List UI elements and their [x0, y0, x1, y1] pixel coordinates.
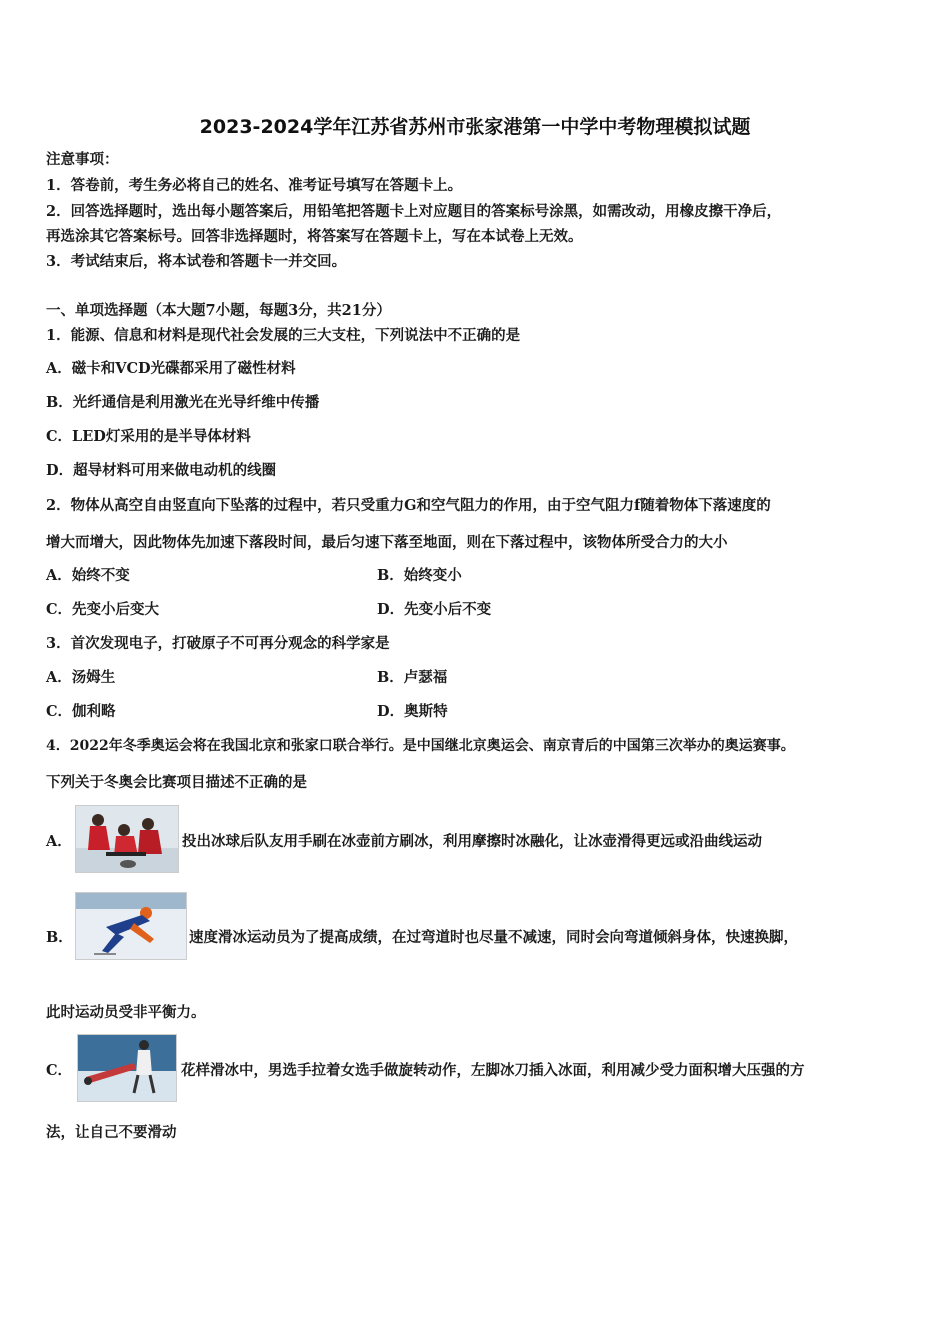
- q4-option-c-cont: 法，让自己不要滑动: [46, 1124, 177, 1141]
- q4-option-a-label: A．: [46, 833, 72, 850]
- q3-stem: 3．首次发现电子，打破原子不可再分观念的科学家是: [46, 635, 390, 652]
- q2-option-b: B．始终变小: [377, 567, 462, 584]
- q4-option-b-label: B．: [46, 929, 73, 946]
- q3-option-b: B．卢瑟福: [377, 669, 448, 686]
- notice-item: 3．考试结束后，将本试卷和答题卡一并交回。: [46, 253, 347, 270]
- speed-skating-photo: [75, 892, 187, 960]
- q4-option-b-cont: 此时运动员受非平衡力。: [46, 1004, 206, 1021]
- q1-option-a: A．磁卡和VCD光碟都采用了磁性材料: [46, 360, 296, 377]
- q3-option-d: D．奥斯特: [377, 703, 448, 720]
- section-heading: 一、单项选择题（本大题7小题，每题3分，共21分）: [46, 302, 391, 319]
- q1-option-d: D．超导材料可用来做电动机的线圈: [46, 462, 277, 479]
- page-title: 2023-2024学年江苏省苏州市张家港第一中学中考物理模拟试题: [199, 116, 751, 138]
- q3-option-a: A．汤姆生: [46, 669, 116, 686]
- q2-stem-line1: 2．物体从高空自由竖直向下坠落的过程中，若只受重力G和空气阻力的作用，由于空气阻力f随着物体下落速度的: [46, 497, 771, 514]
- q1-option-b: B．光纤通信是利用激光在光导纤维中传播: [46, 394, 320, 411]
- q2-option-c: C．先变小后变大: [46, 601, 160, 618]
- notice-item: 1．答卷前，考生务必将自己的姓名、准考证号填写在答题卡上。: [46, 177, 463, 194]
- q4-option-b-text: 速度滑冰运动员为了提高成绩，在过弯道时也尽量不减速，同时会向弯道倾斜身体，快速换脚，: [189, 929, 798, 946]
- q2-option-a: A．始终不变: [46, 567, 130, 584]
- q2-stem-line2: 增大而增大，因此物体先加速下落段时间，最后匀速下落至地面，则在下落过程中，该物体所受合力的大小: [46, 534, 728, 551]
- curling-photo: [75, 805, 179, 873]
- q4-stem-line1: 4．2022年冬季奥运会将在我国北京和张家口联合举行。是中国继北京奥运会、南京青后的中国第三次举办的奥运赛事。: [46, 738, 795, 754]
- q4-option-c-label: C．: [46, 1062, 73, 1079]
- notice-heading: 注意事项：: [46, 151, 119, 168]
- q4-stem-line2: 下列关于冬奥会比赛项目描述不正确的是: [46, 774, 307, 791]
- figure-skating-photo: [77, 1034, 177, 1102]
- notice-item: 2．回答选择题时，选出每小题答案后，用铅笔把答题卡上对应题目的答案标号涂黑，如需改动，用橡皮擦干净后，: [46, 203, 782, 220]
- q1-stem: 1．能源、信息和材料是现代社会发展的三大支柱，下列说法中不正确的是: [46, 327, 521, 344]
- q2-option-d: D．先变小后不变: [377, 601, 492, 618]
- q1-option-c: C．LED灯采用的是半导体材料: [46, 428, 251, 445]
- q4-option-a-text: 投出冰球后队友用手刷在冰壶前方刷冰，利用摩擦时冰融化，让冰壶滑得更远或沿曲线运动: [182, 833, 762, 850]
- q4-option-c-text: 花样滑冰中，男选手拉着女选手做旋转动作，左脚冰刀插入冰面，利用减少受力面积增大压强的方: [181, 1062, 805, 1079]
- notice-item: 再选涂其它答案标号。回答非选择题时，将答案写在答题卡上，写在本试卷上无效。: [46, 228, 583, 245]
- q3-option-c: C．伽利略: [46, 703, 116, 720]
